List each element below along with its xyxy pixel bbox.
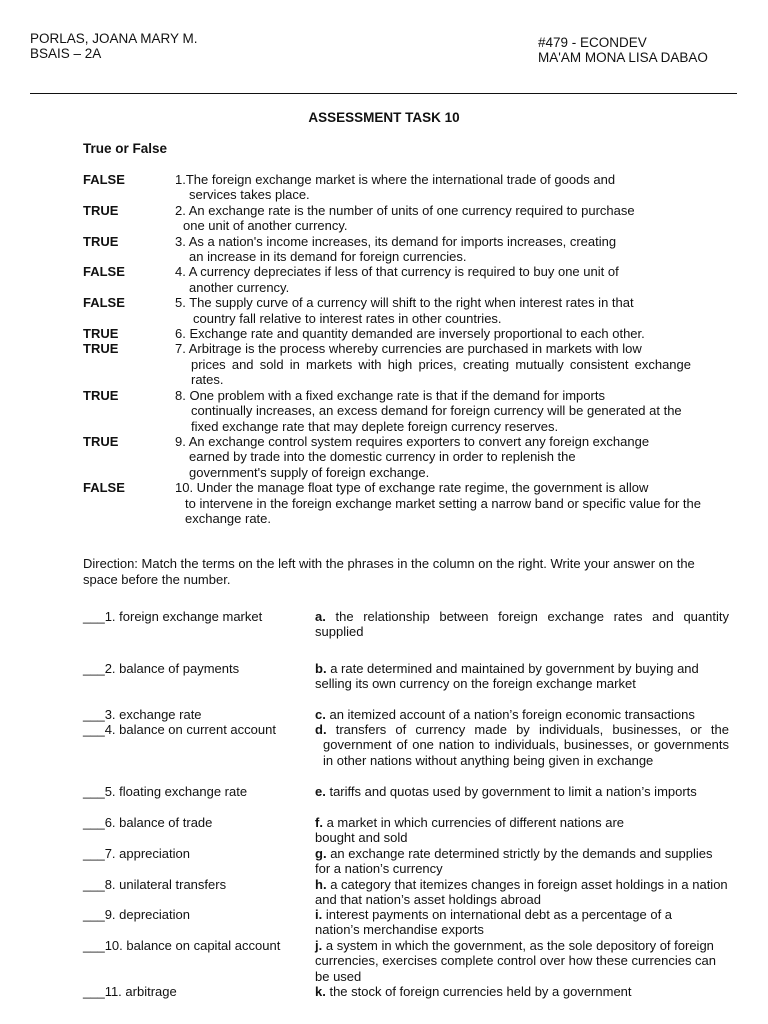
match-phrase: b. a rate determined and maintained by government by buying and selling its own currency on the foreign exchange market (315, 661, 699, 692)
tf-answer: FALSE (83, 480, 125, 496)
tf-statement: 5. The supply curve of a currency will shift to the right when interest rates in that country fall relative to interest rates in other countries. (175, 295, 634, 326)
tf-statement: 6. Exchange rate and quantity demanded are inversely proportional to each other. (175, 326, 645, 342)
tf-answer: FALSE (83, 172, 125, 187)
match-term: ___5. floating exchange rate (83, 784, 248, 799)
tf-answer: FALSE (83, 264, 125, 280)
match-term: ___9. depreciation (83, 907, 190, 922)
tf-item (83, 326, 723, 341)
match-phrase: h. a category that itemizes changes in foreign asset holdings in a nation and that nation’s asset holdings abroad (315, 877, 728, 908)
tf-item (83, 295, 723, 326)
tf-statement: 7. Arbitrage is the process whereby currencies are purchased in markets with low prices and sold in markets with high prices, creating mutually consistent exchange rates. (175, 341, 691, 388)
instructor-name: MA'AM MONA LISA DABAO (538, 50, 708, 65)
match-phrase: d. transfers of currency made by individuals, businesses, or the government of one nation to individuals, businesses, or governments in other nations without anything being given in exchange (315, 722, 729, 768)
course-code: #479 - ECONDEV (538, 35, 647, 50)
tf-answer: TRUE (83, 202, 119, 218)
header-divider (30, 93, 737, 94)
tf-answer: TRUE (83, 387, 119, 403)
match-phrase: c. an itemized account of a nation’s foreign economic transactions (315, 707, 695, 722)
tf-item (83, 388, 723, 434)
tf-item (83, 172, 723, 203)
tf-statement: 4. A currency depreciates if less of that currency is required to buy one unit of another currency. (175, 264, 619, 295)
match-term: ___7. appreciation (83, 846, 190, 861)
match-phrase: j. a system in which the government, as the sole depository of foreign currencies, exercises complete control over how these currencies can be used (315, 938, 717, 984)
match-term: ___11. arbitrage (83, 984, 177, 999)
header-right (538, 35, 708, 65)
tf-statement: 1.The foreign exchange market is where the international trade of goods and services takes place. (175, 172, 616, 203)
tf-item (83, 480, 723, 526)
true-false-list (83, 172, 723, 526)
tf-item (83, 341, 723, 387)
match-term: ___3. exchange rate (83, 707, 202, 722)
match-phrase: a. the relationship between foreign exchange rates and quantity supplied (315, 609, 729, 640)
match-phrase: i. interest payments on international debt as a percentage of a nation’s merchandise exports (315, 907, 673, 938)
match-term: ___2. balance of payments (83, 661, 240, 676)
page-title: ASSESSMENT TASK 10 (308, 110, 460, 125)
match-term: ___8. unilateral transfers (83, 877, 227, 892)
match-phrase: e. tariffs and quotas used by government to limit a nation’s imports (315, 784, 697, 799)
direction-text: Direction: Match the terms on the left with the phrases in the column on the right. Write your answer on the space before the number. (83, 556, 695, 587)
tf-answer: TRUE (83, 233, 119, 249)
tf-statement: 2. An exchange rate is the number of units of one currency required to purchase one unit of another currency. (175, 202, 635, 234)
match-term: ___10. balance on capital account (83, 938, 281, 953)
match-phrase: k. the stock of foreign currencies held by a government (315, 984, 632, 999)
tf-answer: TRUE (83, 341, 119, 357)
match-term: ___4. balance on current account (83, 722, 276, 737)
match-phrase: f. a market in which currencies of different nations are bought and sold (315, 815, 625, 846)
student-name: PORLAS, JOANA MARY M. (30, 31, 198, 46)
header-left (30, 31, 198, 61)
true-false-heading: True or False (83, 141, 168, 156)
tf-statement: 3. As a nation's income increases, its demand for imports increases, creating an increase in its demand for foreign currencies. (175, 233, 617, 265)
match-phrase: g. an exchange rate determined strictly by the demands and supplies for a nation’s currency (315, 846, 713, 877)
tf-answer: FALSE (83, 295, 125, 311)
tf-item (83, 264, 723, 295)
match-term: ___1. foreign exchange market (83, 609, 263, 624)
tf-answer: TRUE (83, 433, 119, 449)
tf-statement: 9. An exchange control system requires exporters to convert any foreign exchange earned by trade into the domestic currency in order to replenish the government's supply of foreign exchange. (175, 433, 650, 480)
tf-item (83, 434, 723, 480)
tf-item (83, 234, 723, 265)
match-term: ___6. balance of trade (83, 815, 213, 830)
tf-statement: 8. One problem with a fixed exchange rate is that if the demand for imports continually increases, an excess demand for foreign currency will be generated at the fixed exchange rate that may deplete foreign currency reserves. (175, 387, 682, 434)
tf-statement: 10. Under the manage float type of exchange rate regime, the government is allow to intervene in the foreign exchange market setting a narrow band or specific value for the exchange rate. (175, 480, 701, 526)
tf-answer: TRUE (83, 326, 119, 342)
course-section: BSAIS – 2A (30, 46, 102, 61)
tf-item (83, 203, 723, 234)
